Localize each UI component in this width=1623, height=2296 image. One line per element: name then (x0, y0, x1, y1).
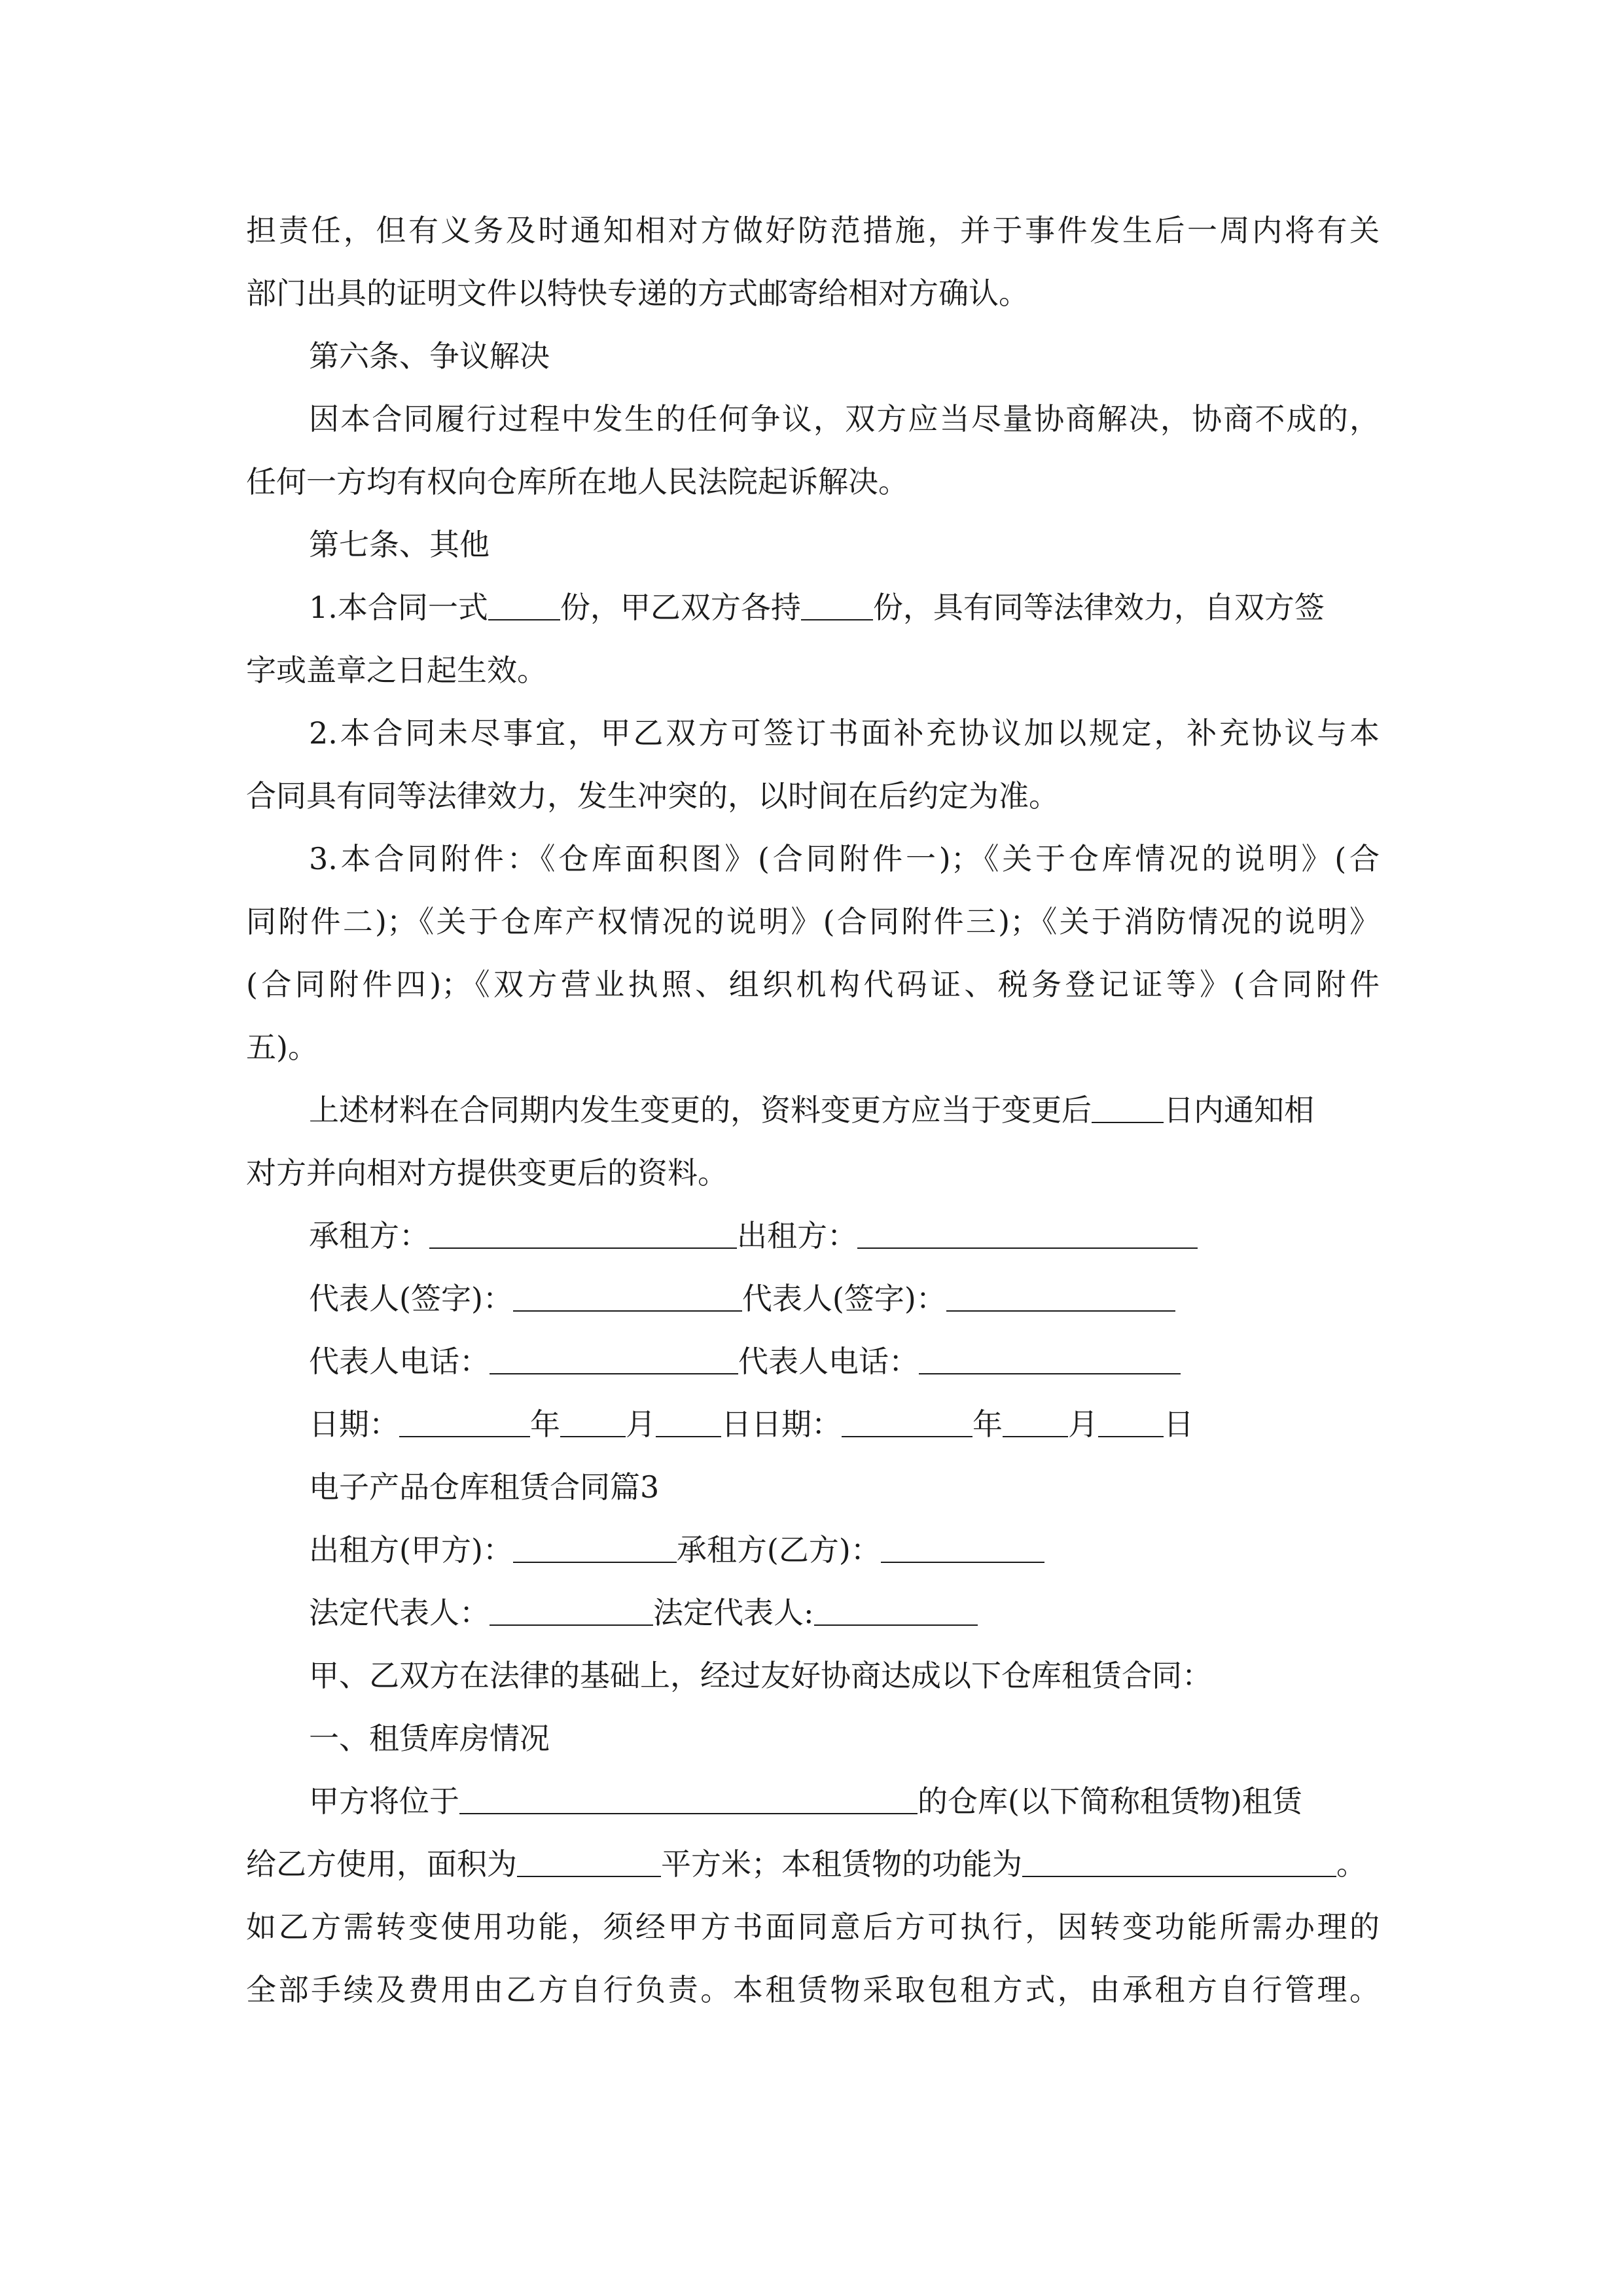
document-title: 电子产品仓库租赁合同篇3 (309, 1469, 660, 1505)
signature-line: 代表人(签字)： 代表人(签字)： (309, 1279, 1175, 1318)
paragraph-line: 五)。 (246, 1030, 318, 1065)
paragraph-line: 1.本合同一式 份，甲乙双方各持 份，具有同等法律效力，自双方签 (309, 590, 1325, 625)
paragraph-line: 任何一方均有权向仓库所在地人民法院起诉解决。 (246, 464, 908, 499)
paragraph-line: 部门出具的证明文件以特快专递的方式邮寄给相对方确认。 (246, 276, 1029, 311)
paragraph-line: 2.本合同未尽事宜，甲乙双方可签订书面补充协议加以规定，补充协议与本 (309, 715, 1380, 751)
paragraph-line: 甲、乙双方在法律的基础上，经过友好协商达成以下仓库租赁合同： (309, 1658, 1212, 1693)
paragraph-line: 合同具有同等法律效力，发生冲突的，以时间在后约定为准。 (246, 778, 1059, 814)
paragraph-line: 担责任，但有义务及时通知相对方做好防范措施，并于事件发生后一周内将有关 (246, 213, 1380, 248)
paragraph-line: 上述材料在合同期内发生变更的，资料变更方应当于变更后 日内通知相 (309, 1092, 1314, 1128)
paragraph-line: (合同附件四)；《双方营业执照、组织机构代码证、税务登记证等》(合同附件 (246, 967, 1380, 1002)
paragraph-line: 给乙方使用，面积为 平方米；本租赁物的功能为 。 (246, 1846, 1366, 1882)
signature-line: 承租方： 出租方： (309, 1216, 1198, 1255)
paragraph-line: 全部手续及费用由乙方自行负责。本租赁物采取包租方式，由承租方自行管理。 (246, 1972, 1380, 2007)
paragraph-line: 同附件二)；《关于仓库产权情况的说明》(合同附件三)；《关于消防情况的说明》 (246, 904, 1380, 939)
paragraph-line: 因本合同履行过程中发生的任何争议，双方应当尽量协商解决，协商不成的， (309, 401, 1380, 437)
party-line: 出租方(甲方)： 承租方(乙方)： (309, 1530, 1044, 1570)
section-heading: 第六条、争议解决 (309, 338, 550, 374)
signature-line: 代表人电话： 代表人电话： (309, 1342, 1181, 1381)
paragraph-line: 如乙方需转变使用功能，须经甲方书面同意后方可执行，因转变功能所需办理的 (246, 1909, 1380, 1945)
date-line: 日期： 年 月 日日期： 年 月 日 (309, 1407, 1194, 1442)
section-heading: 一、租赁库房情况 (309, 1721, 550, 1756)
paragraph-line: 甲方将位于 的仓库(以下简称租赁物)租赁 (309, 1784, 1302, 1819)
paragraph-line: 对方并向相对方提供变更后的资料。 (246, 1155, 728, 1191)
paragraph-line: 字或盖章之日起生效。 (246, 653, 547, 688)
party-line: 法定代表人： 法定代表人: (309, 1593, 978, 1632)
section-heading: 第七条、其他 (309, 527, 490, 562)
paragraph-line: 3.本合同附件：《仓库面积图》(合同附件一)；《关于仓库情况的说明》(合 (309, 841, 1380, 876)
